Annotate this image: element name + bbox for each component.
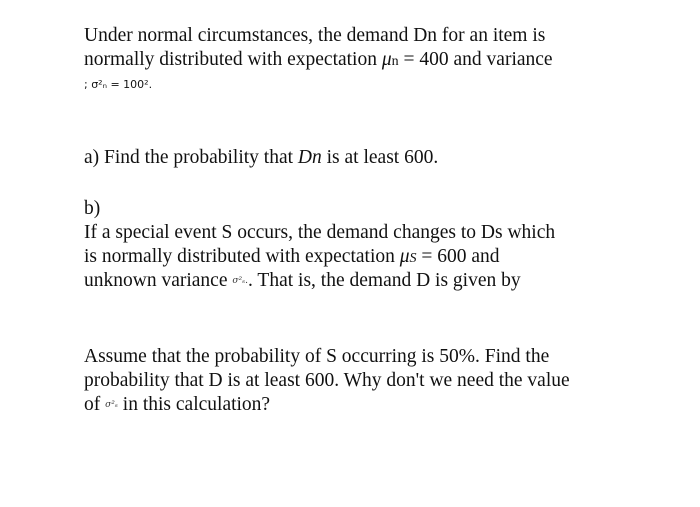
- part-b-line-2: [84, 245, 500, 271]
- mu-subscript: n: [391, 54, 399, 69]
- mu-s-symbol: μ: [399, 246, 410, 267]
- part-b-line-1: [84, 221, 555, 245]
- part-b-text-2-prefix: is normally distributed with expectation: [84, 246, 400, 267]
- variance-formula: ; σ²ₙ = 100².: [84, 78, 153, 91]
- intro-text-2-suffix: = 400 and variance: [398, 49, 553, 70]
- intro-text-2-prefix: normally distributed with expectation: [84, 49, 382, 70]
- sigma-s-inline: σ²ₛ: [105, 400, 118, 410]
- part-b2-line-2: [84, 369, 570, 393]
- mu-s-subscript: S: [409, 251, 417, 266]
- part-b-label: [84, 197, 100, 221]
- part-b-label-text: b): [84, 198, 101, 219]
- intro-line-1: [84, 24, 545, 48]
- mu-symbol: μ: [381, 49, 392, 70]
- part-b2-text-3-prefix: of: [84, 394, 106, 415]
- part-b2-line-1: [84, 345, 549, 369]
- intro-line-3: [84, 72, 152, 98]
- part-b2-text-2: probability that D is at least 600. Why don't we need the value: [84, 370, 570, 391]
- part-b-text-3-prefix: unknown variance: [84, 270, 233, 291]
- part-b-text-1: If a special event S occurs, the demand changes to Ds which: [84, 222, 556, 243]
- intro-text-1: Under normal circumstances, the demand Dn for an item is: [84, 25, 546, 46]
- part-a-line: [84, 146, 438, 170]
- part-b-text-2-suffix: = 600 and: [416, 246, 500, 267]
- part-b2-text-3-suffix: in this calculation?: [117, 394, 271, 415]
- part-a-suffix: is at least 600.: [321, 147, 439, 168]
- intro-line-2: [84, 48, 553, 74]
- sigma-s-small: σ²ₛ.: [232, 276, 249, 286]
- part-b-line-3: [84, 269, 521, 296]
- part-a-prefix: a) Find the probability that: [84, 147, 298, 168]
- part-a-variable: Dn: [297, 147, 322, 168]
- part-b2-text-1: Assume that the probability of S occurring is 50%. Find the: [84, 346, 550, 367]
- part-b2-line-3: [84, 393, 270, 420]
- part-b-text-3-suffix: . That is, the demand D is given by: [248, 270, 521, 291]
